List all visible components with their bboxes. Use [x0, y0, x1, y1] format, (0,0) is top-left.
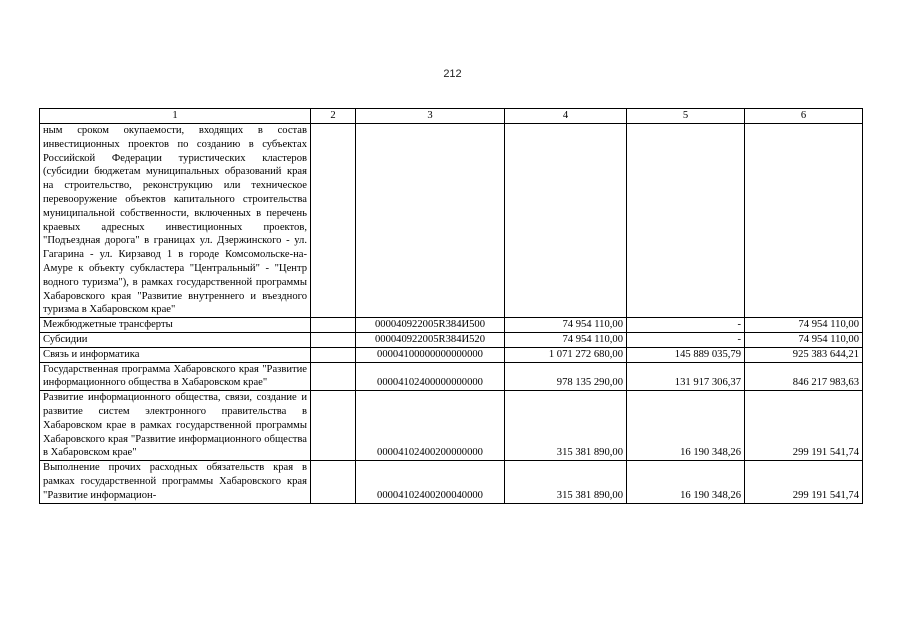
table-row — [40, 332, 863, 347]
row-col2 — [311, 124, 356, 318]
table-row — [40, 391, 863, 461]
header-col-3: 3 — [356, 109, 505, 124]
row-description: Связь и информатика — [40, 347, 311, 362]
row-description: ным сроком окупаемости, входящих в состав инвестиционных проектов по созданию в субъектах Российской Федерации туристических кластеров (субсидии бюджетам муниципальных образований края на строительство, реконструкцию или техническое перевооружение объектов капитального строительства муниципальной собственности, включенных в перечень краевых адресных инвестиционных проектов, "Подъездная дорога" в границах ул. Дзержинского - ул. Гагарина - ул. Кирзавод 1 в городе Комсомольске-на-Амуре к объекту субкластера "Центральный" - "Центр водного туризма"), в рамках государственной программы Хабаровского края "Развитие внутреннего и въездного туризма в Хабаровском крае" — [40, 124, 311, 318]
row-value-4: 315 381 890,00 — [505, 461, 627, 503]
header-row — [40, 109, 863, 124]
row-value-6: 846 217 983,63 — [745, 362, 863, 391]
budget-table — [39, 108, 863, 504]
row-value-4: 74 954 110,00 — [505, 318, 627, 333]
row-value-6: 299 191 541,74 — [745, 461, 863, 503]
row-value-4 — [505, 124, 627, 318]
row-value-5: 16 190 348,26 — [627, 461, 745, 503]
header-col-5: 5 — [627, 109, 745, 124]
row-value-5: - — [627, 332, 745, 347]
row-description: Выполнение прочих расходных обязательств края в рамках государственной программы Хабаровского края "Развитие информацион- — [40, 461, 311, 503]
row-value-5: 131 917 306,37 — [627, 362, 745, 391]
row-value-6: 74 954 110,00 — [745, 332, 863, 347]
row-col2 — [311, 347, 356, 362]
header-col-4: 4 — [505, 109, 627, 124]
row-code: 00004102400200040000 — [356, 461, 505, 503]
row-value-4: 74 954 110,00 — [505, 332, 627, 347]
row-col2 — [311, 461, 356, 503]
row-col2 — [311, 332, 356, 347]
row-value-6: 925 383 644,21 — [745, 347, 863, 362]
row-value-6: 299 191 541,74 — [745, 391, 863, 461]
page-number: 212 — [443, 68, 462, 80]
row-description: Развитие информационного общества, связи, создание и развитие систем электронного правительства в Хабаровском крае в рамках государственной программы Хабаровского края "Развитие информационного общества в Хабаровском крае" — [40, 391, 311, 461]
row-col2 — [311, 362, 356, 391]
header-col-6: 6 — [745, 109, 863, 124]
row-value-5: 16 190 348,26 — [627, 391, 745, 461]
row-value-6: 74 954 110,00 — [745, 318, 863, 333]
row-value-4: 1 071 272 680,00 — [505, 347, 627, 362]
row-value-5: 145 889 035,79 — [627, 347, 745, 362]
row-col2 — [311, 391, 356, 461]
row-code: 00004100000000000000 — [356, 347, 505, 362]
header-col-2: 2 — [311, 109, 356, 124]
table-row — [40, 362, 863, 391]
table-row — [40, 124, 863, 318]
row-value-5: - — [627, 318, 745, 333]
table-row — [40, 318, 863, 333]
row-code: 00004102400200000000 — [356, 391, 505, 461]
row-description: Государственная программа Хабаровского края "Развитие информационного общества в Хабаровском крае" — [40, 362, 311, 391]
row-description: Межбюджетные трансферты — [40, 318, 311, 333]
row-code: 00004102400000000000 — [356, 362, 505, 391]
row-code — [356, 124, 505, 318]
row-code: 000040922005R384И500 — [356, 318, 505, 333]
table-row — [40, 461, 863, 503]
row-value-6 — [745, 124, 863, 318]
row-value-4: 978 135 290,00 — [505, 362, 627, 391]
row-col2 — [311, 318, 356, 333]
header-col-1: 1 — [40, 109, 311, 124]
row-code: 000040922005R384И520 — [356, 332, 505, 347]
table-row — [40, 347, 863, 362]
row-value-4: 315 381 890,00 — [505, 391, 627, 461]
row-description: Субсидии — [40, 332, 311, 347]
row-value-5 — [627, 124, 745, 318]
